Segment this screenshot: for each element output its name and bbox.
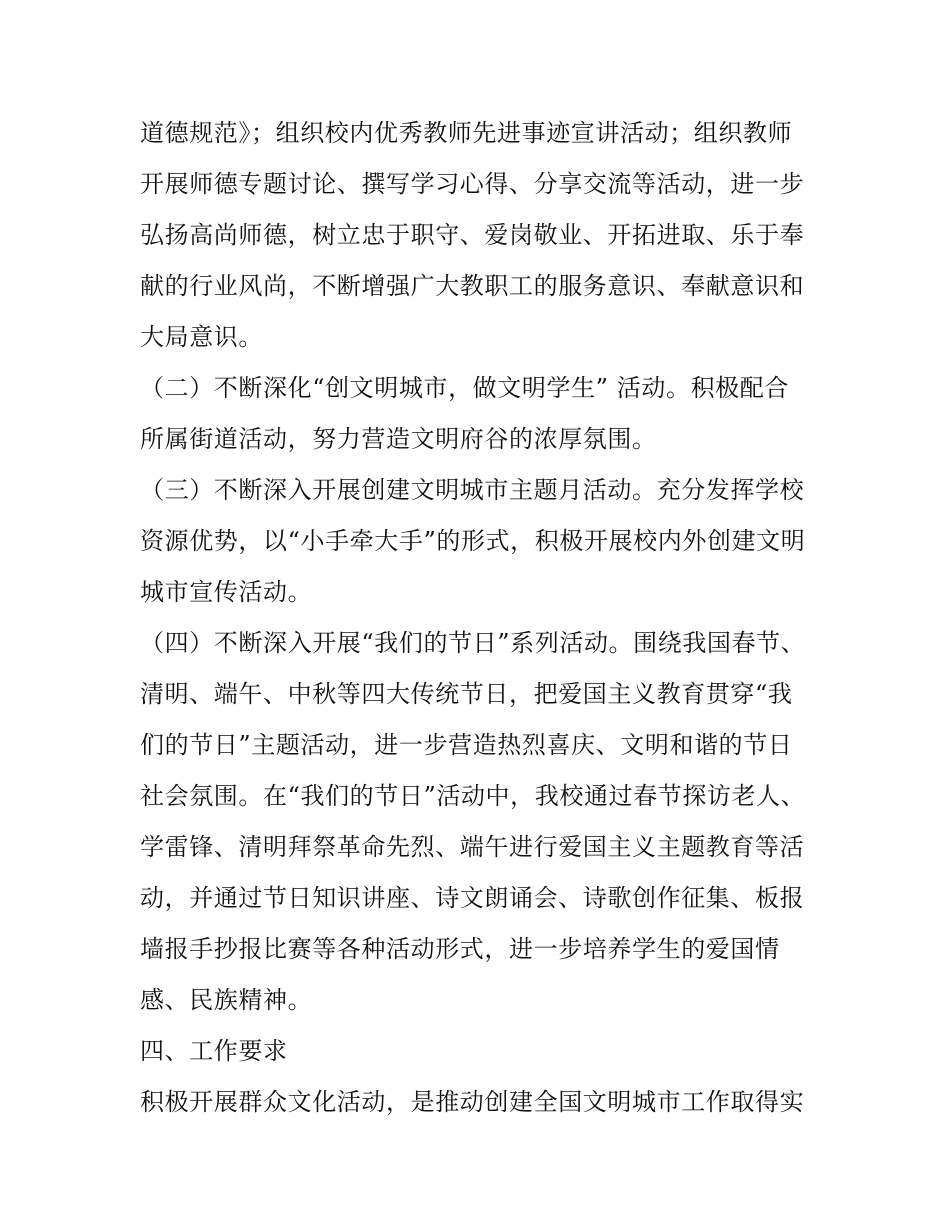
text-line: 开展师德专题讨论、撰写学习心得、分享交流等活动，进一步 <box>140 170 805 198</box>
text-line: 社会氛围。在“我们的节日”活动中，我校通过春节探访老人、 <box>140 782 806 810</box>
text-line: 所属街道活动，努力营造文明府谷的浓厚氛围。 <box>140 425 657 453</box>
section-4-heading-line: （四）不断深入开展“我们的节日”系列活动。围绕我国春节、 <box>140 629 806 657</box>
text-line: 感、民族精神。 <box>140 986 313 1014</box>
work-requirements-heading: 四、工作要求 <box>140 1037 288 1065</box>
section-2-heading-line: （二）不断深化“创文明城市，做文明学生” 活动。积极配合 <box>140 374 789 402</box>
text-line: 献的行业风尚，不断增强广大教职工的服务意识、奉献意识和 <box>140 272 805 300</box>
text-line: 积极开展群众文化活动，是推动创建全国文明城市工作取得实 <box>140 1088 805 1116</box>
text-line: 动，并通过节日知识讲座、诗文朗诵会、诗歌创作征集、板报 <box>140 884 805 912</box>
section-3-heading-line: （三）不断深入开展创建文明城市主题月活动。充分发挥学校 <box>140 476 805 504</box>
text-line: 弘扬高尚师德，树立忠于职守、爱岗敬业、开拓进取、乐于奉 <box>140 221 805 249</box>
text-line: 资源优势，以“小手牵大手”的形式，积极开展校内外创建文明 <box>140 527 806 555</box>
body-text <box>140 108 812 1128</box>
text-line: 学雷锋、清明拜祭革命先烈、端午进行爱国主义主题教育等活 <box>140 833 805 861</box>
text-line: 大局意识。 <box>140 323 263 351</box>
text-line: 清明、端午、中秋等四大传统节日，把爱国主义教育贯穿“我 <box>140 680 793 708</box>
text-line: 道德规范》；组织校内优秀教师先进事迹宣讲活动；组织教师 <box>140 119 793 147</box>
text-line: 墙报手抄报比赛等各种活动形式，进一步培养学生的爱国情 <box>140 935 780 963</box>
text-line: 城市宣传活动。 <box>140 578 313 606</box>
text-line: 们的节日”主题活动，进一步营造热烈喜庆、文明和谐的节日 <box>140 731 793 759</box>
